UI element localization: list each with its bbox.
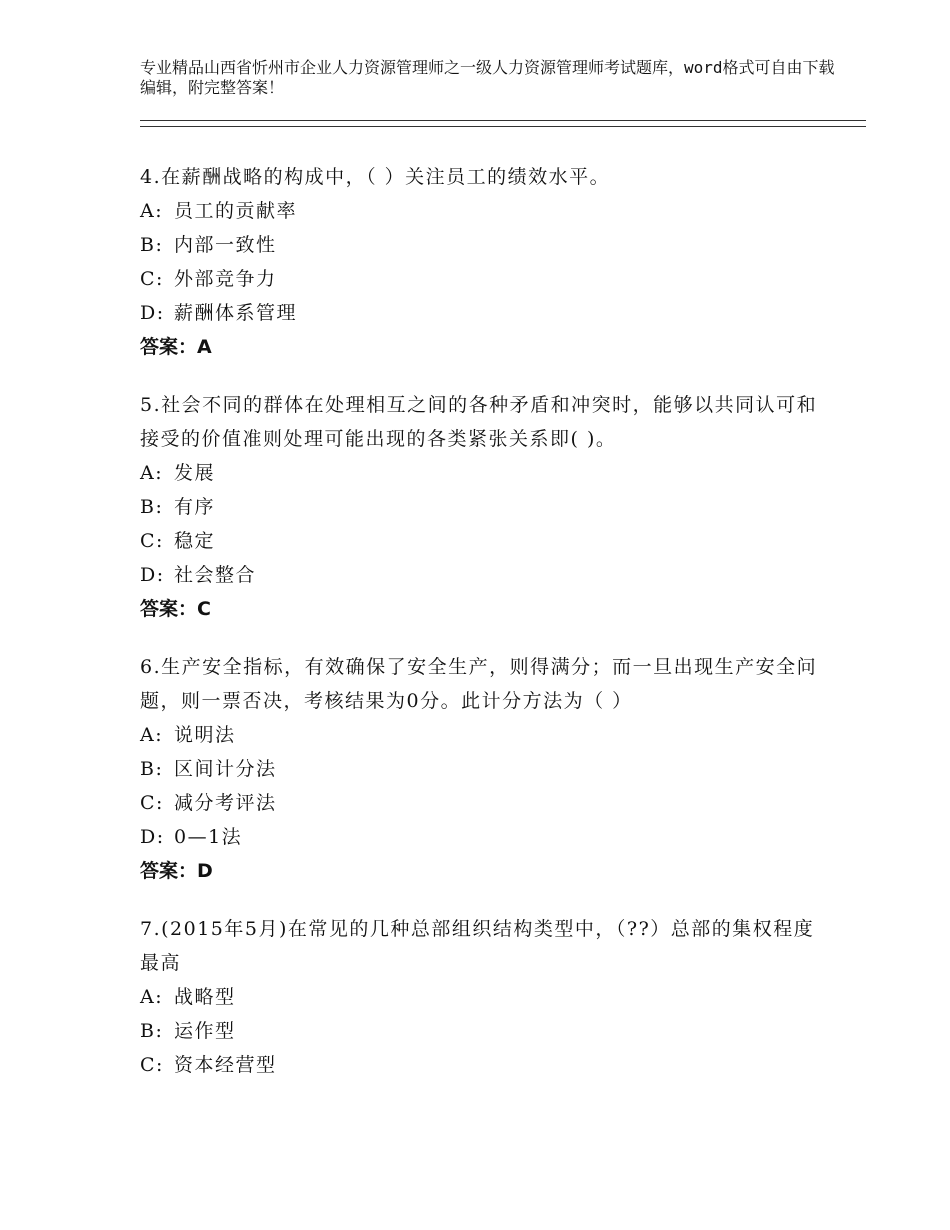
option-key: D: (140, 826, 165, 848)
option-a (140, 718, 820, 752)
option-c (140, 262, 820, 296)
answer-label: 答案：A (140, 336, 212, 358)
option-text: 资本经营型 (174, 1054, 277, 1076)
option-text: 员工的贡献率 (174, 200, 298, 222)
option-key: D: (140, 302, 165, 324)
option-text: 战略型 (174, 986, 236, 1008)
option-b (140, 1014, 820, 1048)
question-5 (140, 388, 820, 626)
option-d (140, 820, 820, 854)
option-b (140, 752, 820, 786)
question-stem: 7.(2015年5月)在常见的几种总部组织结构类型中，（??）总部的集权程度最高 (140, 918, 815, 974)
answer-label: 答案：D (140, 860, 213, 882)
answer-label: 答案：C (140, 598, 211, 620)
question-list (140, 160, 820, 1106)
question-4 (140, 160, 820, 364)
option-text: 运作型 (174, 1020, 236, 1042)
option-a (140, 456, 820, 490)
option-b (140, 228, 820, 262)
option-key: A: (140, 986, 164, 1008)
option-key: B: (140, 1020, 164, 1042)
option-c (140, 1048, 820, 1082)
option-a (140, 194, 820, 228)
option-key: B: (140, 234, 164, 256)
question-stem: 5.社会不同的群体在处理相互之间的各种矛盾和冲突时，能够以共同认可和接受的价值准则处理可能出现的各类紧张关系即( )。 (140, 394, 818, 450)
option-key: C: (140, 530, 164, 552)
option-text: 0—1法 (174, 826, 243, 848)
option-key: B: (140, 496, 164, 518)
option-text: 社会整合 (174, 564, 257, 586)
option-key: B: (140, 758, 164, 780)
option-c (140, 524, 820, 558)
option-text: 稳定 (174, 530, 216, 552)
option-key: C: (140, 1054, 164, 1076)
option-text: 内部一致性 (174, 234, 277, 256)
option-key: A: (140, 462, 164, 484)
question-6 (140, 650, 820, 888)
option-text: 减分考评法 (174, 792, 277, 814)
option-d (140, 296, 820, 330)
document-header: 专业精品山西省忻州市企业人力资源管理师之一级人力资源管理师考试题库，word格式可自由下载编辑，附完整答案！ (140, 58, 835, 97)
option-b (140, 490, 820, 524)
option-key: C: (140, 792, 164, 814)
question-stem: 6.生产安全指标，有效确保了安全生产，则得满分；而一旦出现生产安全问题，则一票否决，考核结果为0分。此计分方法为（ ） (140, 656, 818, 712)
option-text: 有序 (174, 496, 216, 518)
option-text: 薪酬体系管理 (174, 302, 298, 324)
option-text: 外部竞争力 (174, 268, 277, 290)
option-key: A: (140, 200, 164, 222)
header-divider (140, 120, 866, 127)
question-stem: 4.在薪酬战略的构成中，（ ）关注员工的绩效水平。 (140, 166, 611, 188)
option-a (140, 980, 820, 1014)
option-key: C: (140, 268, 164, 290)
option-key: A: (140, 724, 164, 746)
question-7 (140, 912, 820, 1082)
option-key: D: (140, 564, 165, 586)
option-d (140, 558, 820, 592)
option-text: 说明法 (174, 724, 236, 746)
option-text: 发展 (174, 462, 216, 484)
option-c (140, 786, 820, 820)
option-text: 区间计分法 (174, 758, 277, 780)
